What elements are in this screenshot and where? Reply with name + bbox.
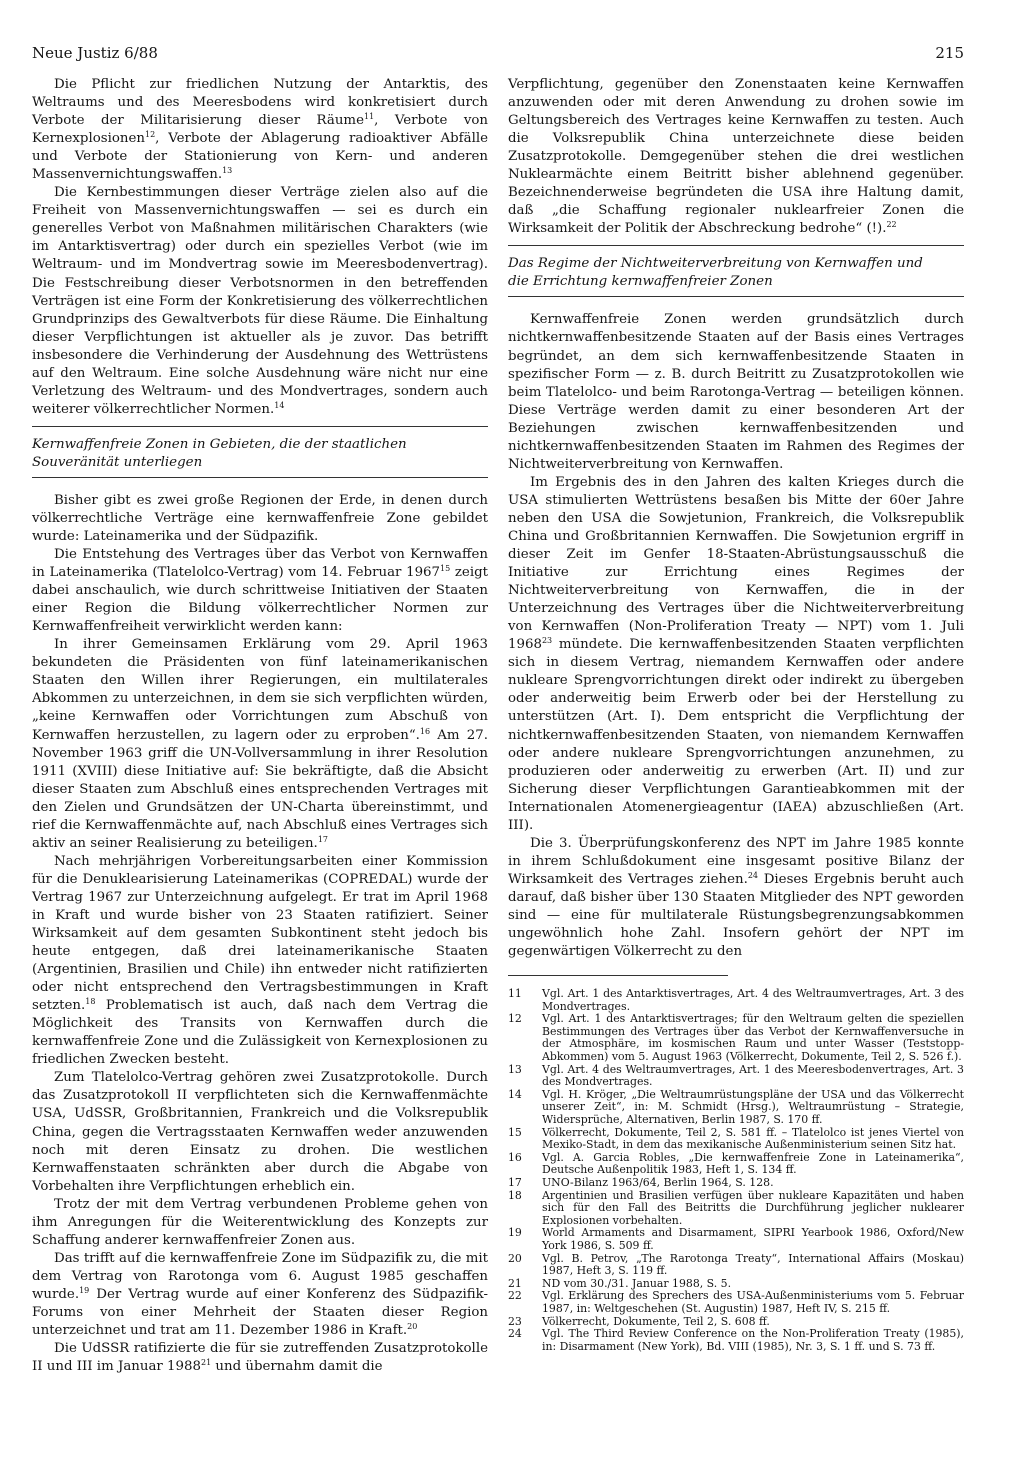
footnote-divider [508, 975, 728, 976]
journal-title: Neue Justiz 6/88 [32, 44, 158, 62]
footnote [508, 1064, 964, 1089]
footnote-number: 16 [508, 1150, 522, 1164]
footnote-number: 17 [508, 1176, 522, 1190]
footnote [508, 1328, 964, 1353]
footnote-text: Vgl. Erklärung des Sprechers des USA-Außenministeriums vom 5. Februar 1987, in: Weltgeschehen (St. Augustin) 1987, Heft IV, S. 215 ff. [542, 1289, 964, 1315]
paragraph: Die Kernbestimmungen dieser Verträge zielen also auf die Freiheit von Massenvernichtungswaffen — sei es durch ein generelles Verbot von Maßnahmen militärischen Charakters (wie im Antarktisvertrag) oder durch ein spezielles Verbot (wie im Weltraum- und im Mondvertrag sowie im Meeresbodenvertrag). Die Festschreibung dieser Verbotsnormen in den betreffenden Verträgen ist eine Form der Konkretisierung des völkerrechtlichen Grundprinzips des Gewaltverbots für diese Räume. Die Einhaltung dieser Verpflichtungen ist aktueller als je zuvor. Das betrifft insbesondere die Verhinderung der Ausdehnung des Wettrüstens auf den Weltraum. Eine solche Ausdehnung wäre nicht nur eine Verletzung des Weltraum- und des Mondvertrages, sondern auch weiterer völkerrechtlicher Normen.$^{14}$ [32, 185, 488, 417]
footnote [508, 1253, 964, 1278]
page-number: 215 [935, 44, 964, 62]
paragraph: Die Entstehung des Vertrages über das Verbot von Kernwaffen in Lateinamerika (Tlatelolco-Vertrag) vom 14. Februar 1967$^{15}$ zeigt dabei anschaulich, wie durch schrittweise Initiativen der Staaten einer Region die Bildung völkerrechtlicher Normen zur Kernwaffenfreiheit verwirklicht werden kann: [32, 547, 489, 635]
section-heading: Das Regime der Nichtweiterverbreitung von Kernwaffen und die Errichtung kernwaffenfreier Zonen [508, 256, 923, 290]
footnote-number: 18 [508, 1188, 522, 1202]
footnote [508, 1227, 964, 1252]
footnote-text: Vgl. H. Kröger, „Die Weltraumrüstungspläne der USA und das Völkerrecht unserer Zeit“, in: M. Schmidt (Hrsg.), Weltraumrüstung – Strategie, Widersprüche, Alternativen, Berlin 1987, S. 170 ff. [542, 1087, 964, 1127]
footnote-number: 14 [508, 1087, 522, 1101]
footnote-number: 20 [508, 1251, 522, 1265]
footnote-text: Vgl. The Third Review Conference on the Non-Proliferation Treaty (1985), in: Disarmament (New York), Bd. VIII (1985), Nr. 3, S. 1 ff. und S. 73 ff. [542, 1327, 964, 1353]
footnote-text: Vgl. Art. 1 des Antarktisvertrages; für den Weltraum gelten die speziellen Bestimmungen des Vertrages über das Verbot der Kernwaffenversuche in der Atmosphäre, im kosmischen Raum und unter Wasser (Teststopp-Abkommen) vom 5. August 1963 (Völkerrecht, Dokumente, Teil 2, S. 526 f.). [542, 1012, 964, 1064]
footnote-number: 15 [508, 1125, 522, 1139]
footnote-number: 13 [508, 1062, 522, 1076]
divider [508, 245, 964, 246]
footnote-number: 23 [508, 1314, 522, 1328]
footnote-text: Argentinien und Brasilien verfügen über nukleare Kapazitäten und haben sich für den Fall des Beitritts die Durchführung jeglicher nuklearer Explosionen vorbehalten. [542, 1188, 964, 1227]
paragraph: Nach mehrjährigen Vorbereitungsarbeiten einer Kommission für die Denuklearisierung Lateinamerikas (COPREDAL) wurde der Vertrag 1967 zur Unterzeichnung aufgelegt. Er trat im April 1968 in Kraft und wurde bisher von 23 Staaten ratifiziert. Seiner Wirksamkeit auf dem gesamten Subkontinent steht jedoch bis heute entgegen, daß drei lateinamerikanische Staaten (Argentinien, Brasilien und Chile) ihn entweder nicht ratifizierten oder nicht entsprechend den Vertragsbestimmungen in Kraft setzten.$^{18}$ Problematisch ist auch, daß nach dem Vertrag die Möglichkeit des Transits von Kernwaffen durch die kernwaffenfreie Zone und die Zulässigkeit von Kernexplosionen zu friedlichen Zwecken besteht. [32, 853, 488, 1068]
footnote [508, 1152, 964, 1177]
section-heading: Kernwaffenfreie Zonen in Gebieten, die der staatlichen Souveränität unterliegen [32, 436, 407, 470]
divider [508, 296, 964, 297]
footnote-number: 19 [508, 1226, 522, 1240]
footnote [508, 1190, 964, 1228]
divider [32, 426, 488, 427]
footnote [508, 1127, 964, 1152]
paragraph: Bisher gibt es zwei große Regionen der Erde, in denen durch völkerrechtliche Verträge eine kernwaffenfreie Zone gebildet wurde: Lateinamerika und der Südpazifik. [32, 492, 488, 544]
footnote-text: Völkerrecht, Dokumente, Teil 2, S. 581 ff. – Tlatelolco ist jenes Viertel von Mexiko-Stadt, in dem das mexikanische Außenministerium seinen Sitz hat. [542, 1125, 964, 1152]
right-column [508, 76, 964, 1353]
paragraph: Das trifft auf die kernwaffenfreie Zone im Südpazifik zu, die mit dem Vertrag von Rarotonga vom 6. August 1985 geschaffen wurde.$^{19}$ Der Vertrag wurde auf einer Konferenz des Südpazifik-Forums von einer Mehrheit der Staaten dieser Region unterzeichnet und trat am 11. Dezember 1986 in Kraft.$^{20}$ [32, 1250, 488, 1339]
paragraph: In ihrer Gemeinsamen Erklärung vom 29. April 1963 bekundeten die Präsidenten von fünf lateinamerikanischen Staaten den Willen ihrer Regierungen, ein multilaterales Abkommen zu unterzeichnen, in dem sie sich verpflichten würden, „keine Kernwaffen oder Vorrichtungen zum Abschuß von Kernwaffen herzustellen, zu lagern oder zu erproben“.$^{16}$ Am 27. November 1963 griff die UN-Vollversammlung in ihrer Resolution 1911 (XVIII) diese Initiative auf: Sie bekräftigte, daß die Absicht dieser Staaten zum Abschluß eines entsprechenden Vertrages mit den Zielen und Grundsätzen der UN-Charta übereinstimmt, und rief die Kernwaffenmächte auf, nach Abschluß eines Vertrages sich aktiv an seiner Realisierung zu beteiligen.$^{17}$ [32, 637, 488, 851]
footnote-text: ND vom 30./31. Januar 1988, S. 5. [542, 1276, 732, 1290]
footnote-text: World Armaments and Disarmament, SIPRI Yearbook 1986, Oxford/New York 1986, S. 509 ff. [542, 1226, 964, 1252]
left-column [32, 76, 488, 1376]
footnotes [508, 988, 964, 1353]
footnote-number: 24 [508, 1327, 522, 1341]
footnote [508, 1013, 964, 1063]
paragraph: Die Pflicht zur friedlichen Nutzung der Antarktis, des Weltraums und des Meeresbodens wird konkretisiert durch Verbote der Militarisierung dieser Räume$^{11}$, Verbote von Kernexplosionen$^{12}$, Verbote der Ablagerung radioaktiver Abfälle und Verbote der Stationierung von Kern- und anderen Massenvernichtungswaffen.$^{13}$ [32, 77, 489, 183]
footnote-text: Völkerrecht, Dokumente, Teil 2, S. 608 ff. [542, 1314, 770, 1328]
footnote [508, 1177, 964, 1190]
footnote-number: 11 [508, 987, 522, 1001]
footnote [508, 988, 964, 1013]
footnote [508, 1089, 964, 1127]
paragraph: Im Ergebnis des in den Jahren des kalten Krieges durch die USA stimulierten Wettrüstens besaßen bis Mitte der 60er Jahre neben den USA die Sowjetunion, Frankreich, die Volksrepublik China und Großbritannien Kernwaffen. Die Sowjetunion ergriff in dieser Zeit im Genfer 18-Staaten-Abrüstungsausschuß die Initiative zur Errichtung eines Regimes der Nichtweiterverbreitung von Kernwaffen, die in der Unterzeichnung des Vertrages über die Nichtweiterverbreitung von Kernwaffen (Non-Proliferation Treaty — NPT) vom 1. Juli 1968$^{23}$ mündete. Die kernwaffenbesitzenden Staaten verpflichten sich in diesem Vertrag, niemandem Kernwaffen oder andere nukleare Sprengvorrichtungen direkt oder indirekt zu übergeben oder anderweitig beim Erwerb oder bei der Herstellung zu unterstützen (Art. I). Dem entspricht die Verpflichtung der nichtkernwaffenbesitzenden Staaten, von niemandem Kernwaffen oder andere nukleare Sprengvorrichtungen anzunehmen, zu produzieren oder anderweitig zu erwerben (Art. II) und zur Sicherung dieser Verpflichtungen Garantieabkommen mit der Internationalen Atomenergieagentur (IAEA) abzuschließen (Art. III). [508, 474, 964, 833]
footnote-text: UNO-Bilanz 1963/64, Berlin 1964, S. 128. [542, 1176, 774, 1190]
footnote-text: Vgl. Art. 4 des Weltraumvertrages, Art. 1 des Meeresbodenvertrages, Art. 3 des Mondvertrages. [542, 1062, 964, 1089]
paragraph: Die 3. Überprüfungskonferenz des NPT im Jahre 1985 konnte in ihrem Schlußdokument eine insgesamt positive Bilanz der Wirksamkeit des Vertrages ziehen.$^{24}$ Dieses Ergebnis beruht auch darauf, daß bisher über 130 Staaten Mitglieder des NPT geworden sind — eine für multilaterale Rüstungsbegrenzungsabkommen ungewöhnlich hohe Zahl. Insofern gehört der NPT im gegenwärtigen Völkerrecht zu den [508, 835, 965, 960]
divider [32, 477, 488, 478]
footnote-number: 22 [508, 1289, 522, 1303]
paragraph: Die UdSSR ratifizierte die für sie zutreffenden Zusatzprotokolle II und III im Januar 1988$^{21}$ und übernahm damit die [32, 1341, 488, 1375]
paragraph: Zum Tlatelolco-Vertrag gehören zwei Zusatzprotokolle. Durch das Zusatzprotokoll II verpflichteten sich die Kernwaffenmächte USA, UdSSR, Großbritannien, Frankreich und die Volksrepublik China, gegen die Vertragsstaaten Kernwaffen weder anzuwenden noch mit deren Einsatz zu drohen. Die westlichen Kernwaffenstaaten schränkten aber durch die Abgabe von Vorbehalten ihre Verpflichtungen erheblich ein. [32, 1070, 488, 1194]
footnote-text: Vgl. A. Garcia Robles, „Die kernwaffenfreie Zone in Lateinamerika“, Deutsche Außenpolitik 1983, Heft 1, S. 134 ff. [542, 1150, 964, 1177]
footnote-text: Vgl. Art. 1 des Antarktisvertrages, Art. 4 des Weltraumvertrages, Art. 3 des Mondvertrages. [542, 987, 964, 1013]
paragraph: Trotz der mit dem Vertrag verbundenen Probleme gehen von ihm Anregungen für die Weiterentwicklung des Konzepts zur Schaffung anderer kernwaffenfreier Zonen aus. [32, 1196, 488, 1248]
footnote-number: 12 [508, 1012, 522, 1026]
paragraph: Kernwaffenfreie Zonen werden grundsätzlich durch nichtkernwaffenbesitzende Staaten auf der Basis eines Vertrages begründet, an dem sich kernwaffenbesitzende Staaten in spezifischer Form — z. B. durch Beitritt zu Zusatzprotokollen wie beim Tlatelolco- und beim Rarotonga-Vertrag — beteiligen können. Diese Verträge werden damit zu einer besonderen Art der Beziehungen zwischen kernwaffenbesitzenden und nichtkernwaffenbesitzenden Staaten im Rahmen des Regimes der Nichtweiterverbreitung von Kernwaffen. [508, 312, 964, 472]
footnote-number: 21 [508, 1276, 522, 1290]
footnote-text: Vgl. B. Petrov, „The Rarotonga Treaty“, International Affairs (Moskau) 1987, Heft 3, S. 119 ff. [542, 1251, 964, 1278]
paragraph: Verpflichtung, gegenüber den Zonenstaaten keine Kernwaffen anzuwenden oder mit deren Anwendung zu drohen sowie im Geltungsbereich des Vertrages keine Kernwaffen zu testen. Auch die Volksrepublik China unterzeichnete diese beiden Zusatzprotokolle. Demgegenüber stehen die drei westlichen Nuklearmächte einem Beitritt bisher ablehnend gegenüber. Bezeichnenderweise begründeten die USA ihre Haltung damit, daß „die Schaffung regionaler nuklearfreier Zonen die Wirksamkeit der Politik der Abschreckung bedrohe“ (!).$^{22}$ [508, 77, 964, 237]
footnote [508, 1290, 964, 1315]
